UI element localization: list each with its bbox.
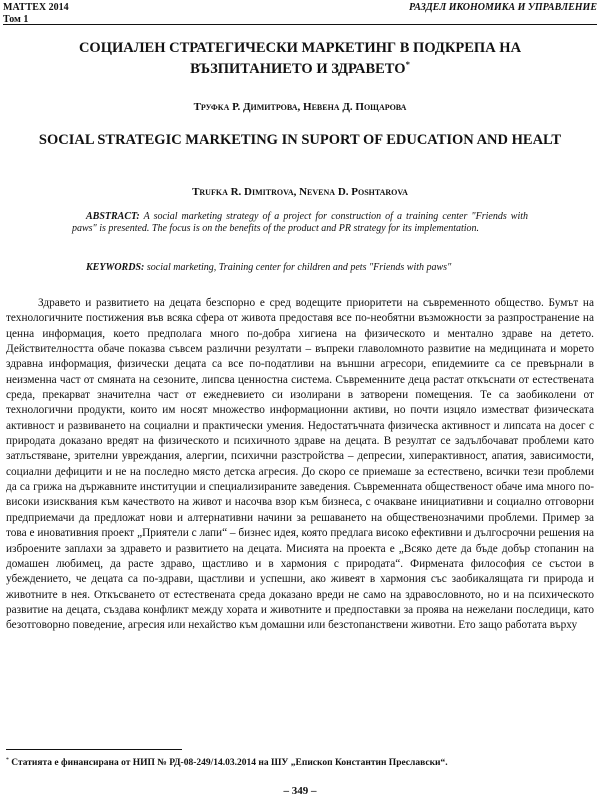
title-footnote-marker: * <box>405 59 410 69</box>
footnote-divider <box>6 749 182 750</box>
authors-english: Trufka R. Dimitrova, Nevena D. Poshtarova <box>192 186 408 198</box>
header-left <box>3 2 69 26</box>
abstract-label: ABSTRACT: <box>86 211 140 222</box>
body-paragraph: Здравето и развитието на децата безспорно е сред водещите приоритети на съвременното общество. Бумът на технологичните постижения във всяка сфера от живота предоставя все по-необятни възможности за разпространение на ценна информация, което предполага много по-добра хигиена на физическото и ментално здраве на детето. Действителността обаче показва съвсем различни резултати – въпреки главоломното развитие на медицината и морето здравна информация, физически децата са все по-податливи на външни агресори, епидемиите са се превърнали в неизменна част от смяната на сезоните, липсва ценностна система. Съвременните деца растат откъснати от естествената среда, прекарват значителна част от ежедневието си изолирани в затворени помещения. Те са заобиколени от технологични продукти, които им носят множество информационни активи, но почти изцяло изместват физическата активност и развиването на социални и практически умения. Недостатъчната физическа активност и липсата на досег с природата доказано вредят на физическото и психичното здраве на децата. В резултат се задълбочават проблеми като затлъстяване, зрителни увреждания, алергии, психични разстройства – депресии, хиперактивност, апатия, зависимости, социални дефицити и не на последно място детска агресия. До скоро се приемаше за естествено, всички тези проблеми да са грижа на държавните институции и специализираните заведения. Съвременната общественост обаче има много по-високи изисквания към качеството на живот и насочва взор към бизнеса, с очакване инициативни и социално отговорни предприемачи да предложат нови и алтернативни начини за решаването на общественозначими проблеми. Пример за това е иновативния проект „Приятели с лапи“ – бизнес идея, която предлага високо ефективни и дългосрочни решения на изброените заплахи за здравето и развитието на децата. Мисията на проекта е „Всяко дете да бъде добър стопанин на домашен любимец, да расте здраво, щастливо и в хармония с природата“. Фирмената философия се състои в убеждението, че децата са по-здрави, щастливи и успешни, ако живеят в хармония със заобикалящата ги природа и животните в нея. Откъсването от естествената среда доказано вреди не само на здравословното, но и на психическото развитие на децата, създава конфликт между хората и животните и предпоставки за проява на нежелани последици, като безотговорно поведение, агресия или нехайство към домашни или безстопанствени животни. Ето защо работата върху <box>6 297 594 632</box>
running-header <box>3 2 597 28</box>
title-english: SOCIAL STRATEGIC MARKETING IN SUPORT OF EDUCATION AND HEALT <box>38 132 562 148</box>
footnote <box>6 755 594 769</box>
footnote-text: Статията е финансирана от НИП № РД-08-249/14.03.2014 на ШУ „Епископ Константин Преславски“. <box>11 758 448 769</box>
header-divider <box>3 24 597 25</box>
keywords <box>72 262 560 274</box>
title-bulgarian <box>20 40 580 77</box>
keywords-text: social marketing, Training center for children and pets "Friends with paws" <box>146 262 452 273</box>
journal-volume: Том 1 <box>3 14 29 25</box>
abstract-text: A social marketing strategy of a project for construction of a training center "Friends with paws" is presented. The focus is on the benefits of the product and PR strategy for its implementation. <box>72 211 528 234</box>
authors-bulgarian: Труфка Р. Димитрова, Невена Д. Пощарова <box>193 101 407 113</box>
footnote-marker: * <box>6 757 9 763</box>
section-name: РАЗДЕЛ ИКОНОМИКА И УПРАВЛЕНИЕ <box>409 2 597 13</box>
keywords-label: KEYWORDS: <box>86 262 145 273</box>
abstract <box>72 211 528 235</box>
page-number: – 349 – <box>283 785 317 797</box>
journal-name: MATTEX 2014 <box>3 2 69 13</box>
title-bulgarian-text: СОЦИАЛЕН СТРАТЕГИЧЕСКИ МАРКЕТИНГ В ПОДКРЕПА НА ВЪЗПИТАНИЕТО И ЗДРАВЕТО <box>78 40 522 77</box>
